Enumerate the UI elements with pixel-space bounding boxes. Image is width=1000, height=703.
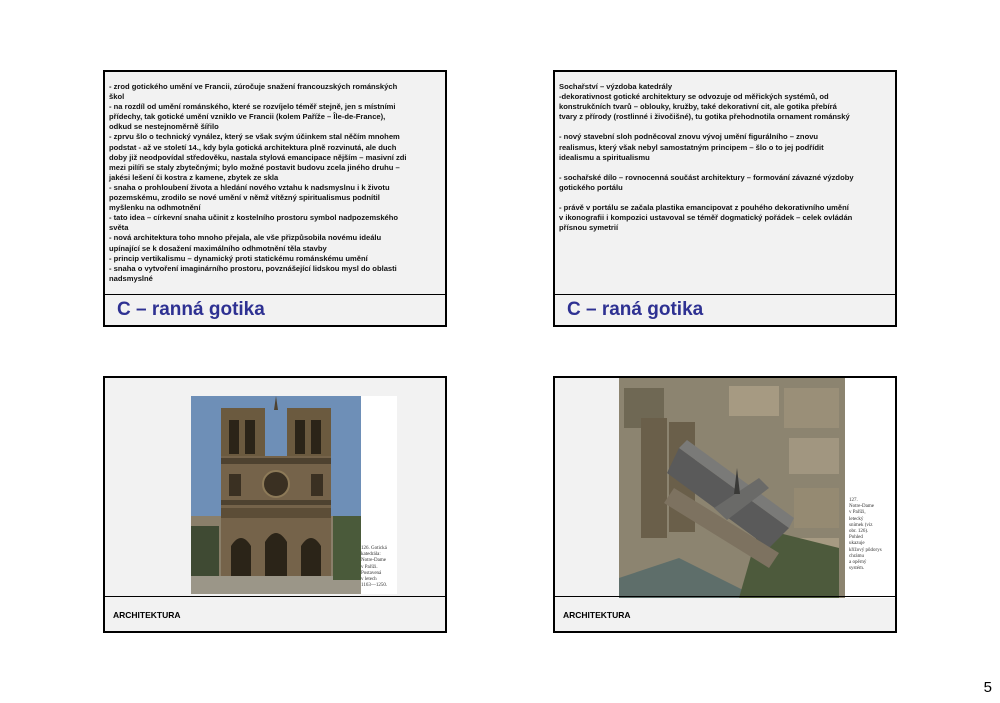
slide-title: C – raná gotika	[567, 299, 704, 320]
notre-dame-aerial-image	[619, 378, 895, 598]
slide-architecture-aerial	[553, 376, 897, 633]
image-caption: 126. Gotická katedrála: Notre-Dame v Paříži. Postavená v letech 1163—1250.	[361, 546, 388, 589]
slide-divider	[555, 596, 895, 597]
slide-title: C – ranná gotika	[117, 299, 265, 320]
slide-architecture-facade	[103, 376, 447, 633]
slide-caption: ARCHITEKTURA	[113, 610, 181, 620]
slide-body-text: Sochařství – výzdoba katedrály -dekorativnost gotické architektury se odvozuje od měřických systémů, od konstrukčních tvarů – oblouky, kružby, také dekorativní cit, ale gotika přebírá tvary z přírody (rostlinné i živočišné), tu gotika přehodnotila ornament románský - nový stavební sloh podněcoval znovu vývoj umění figurálního – znovu realismus, který však nebyl samostatným principem – šlo o to jej podřídit idealismu a spiritualismu - sochařské dílo – rovnocenná součást architektury – formování závazné výzdoby gotického portálu - právě v portálu se začala plastika emancipovat z pouhého dekorativního umění v ikonografii i kompozici ustavoval se téměř dogmatický pořádek – celek ovládán přísnou symetrií	[555, 72, 895, 294]
slide-caption: ARCHITEKTURA	[563, 610, 631, 620]
slide-body-text: - zrod gotického umění ve Francii, zúročuje snažení francouzských románských škol - na rozdíl od umění románského, které se rozvíjelo téměř stejně, jen s místními přídechy, tak gotické umění vzniklo ve Francii (kolem Paříže – Île-de-France), odkud se nestejnoměrně šířilo - zprvu šlo o technický vynález, který se však svým účinkem stal něčím mnohem podstat - až ve století 14., kdy byla gotická architektura plně rozvinutá, ale duch doby již neodpovídal středověku, nastala stylová emancipace nějším – masivní zdi mezi pilíři se staly zbytečnými; bylo možné postavit budovu zcela jiného druhu – jakési lešení či kostra z kamene, zbytek ze skla - snaha o prohloubení života a hledání nového vztahu k nadsmyslnu i k životu pozemskému, zrodilo se nové umění v němž vítězný spiritualismus podnítil myšlenku na odhmotnění - tato idea – církevní snaha učinit z kostelního prostoru symbol nadpozemského světa - nová architektura toho mnoho přejala, ale vše přizpůsobila novému ideálu upínající se k dosažení maximálního odhmotnění těla stavby - princip vertikalismu – dynamický proti statickému románskému umění - snaha o vytvoření imaginárního prostoru, povznášející lidskou mysl do oblasti nadsmyslné	[105, 72, 445, 294]
image-caption: 127. Notre-Dame v Paříži, letecký snímek (viz obr. 126). Pohled ukazuje křížový půdorys chrámu a opěrný systém.	[849, 498, 882, 572]
slide-sculpture-text	[553, 70, 897, 327]
page-number: 5	[983, 679, 992, 696]
notre-dame-facade-image	[191, 396, 397, 594]
slide-early-gothic-text	[103, 70, 447, 327]
slide-divider	[555, 294, 895, 295]
slide-divider	[105, 596, 445, 597]
slide-divider	[105, 294, 445, 295]
